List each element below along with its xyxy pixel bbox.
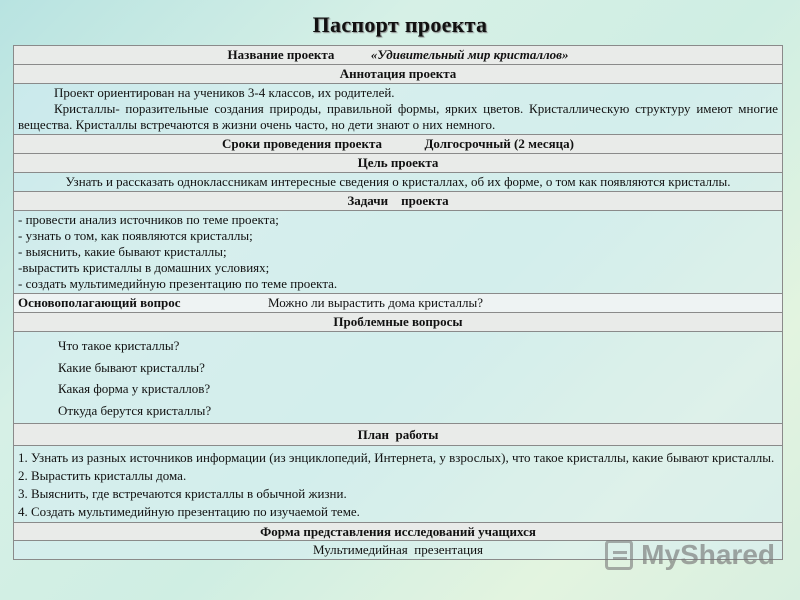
annotation-body xyxy=(13,84,783,135)
myshared-watermark xyxy=(605,535,775,575)
tasks-header: Задачи проекта xyxy=(13,192,783,211)
watermark-logo-icon xyxy=(605,540,633,570)
task-item: - создать мультимедийную презентацию по теме проекта. xyxy=(18,276,338,291)
plan-item: 2. Вырастить кристаллы дома. xyxy=(18,468,187,483)
dates-label: Сроки проведения проекта xyxy=(221,136,382,151)
annotation-header: Аннотация проекта xyxy=(13,65,783,84)
project-name-row xyxy=(13,46,783,65)
tasks-list xyxy=(13,211,783,294)
problem-question: Откуда берутся кристаллы? xyxy=(58,402,212,418)
dates-value: Долгосрочный (2 месяца) xyxy=(424,136,574,151)
task-item: -вырастить кристаллы в домашних условиях; xyxy=(18,260,270,275)
work-plan-list xyxy=(13,446,783,523)
project-name-value: «Удивительный мир кристаллов» xyxy=(370,47,569,62)
work-plan-header: План работы xyxy=(13,424,783,446)
project-passport-table xyxy=(13,45,783,560)
presentation-form-header: Форма представления исследований учащихся xyxy=(13,523,783,541)
goal-header: Цель проекта xyxy=(13,154,783,173)
page-title: Паспорт проекта xyxy=(312,12,488,37)
annotation-paragraph-1: Проект ориентирован на учеников 3-4 классов, их родителей. xyxy=(54,85,395,100)
task-item: - узнать о том, как появляются кристаллы; xyxy=(18,228,253,243)
project-name-label: Название проекта xyxy=(227,47,335,62)
plan-item: 3. Выяснить, где встречаются кристаллы в обычной жизни. xyxy=(18,486,347,501)
fundamental-question-row xyxy=(13,294,783,313)
problem-question: Какая форма у кристаллов? xyxy=(58,381,211,396)
fundamental-question-value: Можно ли вырастить дома кристаллы? xyxy=(268,295,483,310)
presentation-form-value: Мультимедийная презентация xyxy=(13,541,783,560)
plan-item: 4. Создать мультимедийную презентацию по изучаемой теме. xyxy=(18,504,360,519)
task-item: - провести анализ источников по теме проекта; xyxy=(18,212,279,227)
watermark-text: MyShared xyxy=(641,539,775,570)
annotation-paragraph-2: Кристаллы- поразительные создания природы, правильной формы, ярких цветов. Кристаллическую структуру имеют многие вещества. Кристаллы встречаются в жизни очень часто, но дети знают о них немного. xyxy=(18,101,778,132)
problem-question: Какие бывают кристаллы? xyxy=(58,359,205,375)
fundamental-question-label: Основополагающий вопрос xyxy=(18,295,181,310)
plan-item: 1. Узнать из разных источников информации (из энциклопедий, Интернета, у взрослых), что такое кристаллы, какие бывают кристаллы. xyxy=(18,450,775,465)
problem-question: Что такое кристаллы? xyxy=(58,338,180,353)
goal-text: Узнать и рассказать одноклассникам интересные сведения о кристаллах, об их форме, о том как появляются кристаллы. xyxy=(13,173,783,192)
problem-questions-header: Проблемные вопросы xyxy=(13,313,783,332)
task-item: - выяснить, какие бывают кристаллы; xyxy=(18,244,227,259)
dates-row xyxy=(13,135,783,154)
problem-questions-list xyxy=(13,332,783,424)
